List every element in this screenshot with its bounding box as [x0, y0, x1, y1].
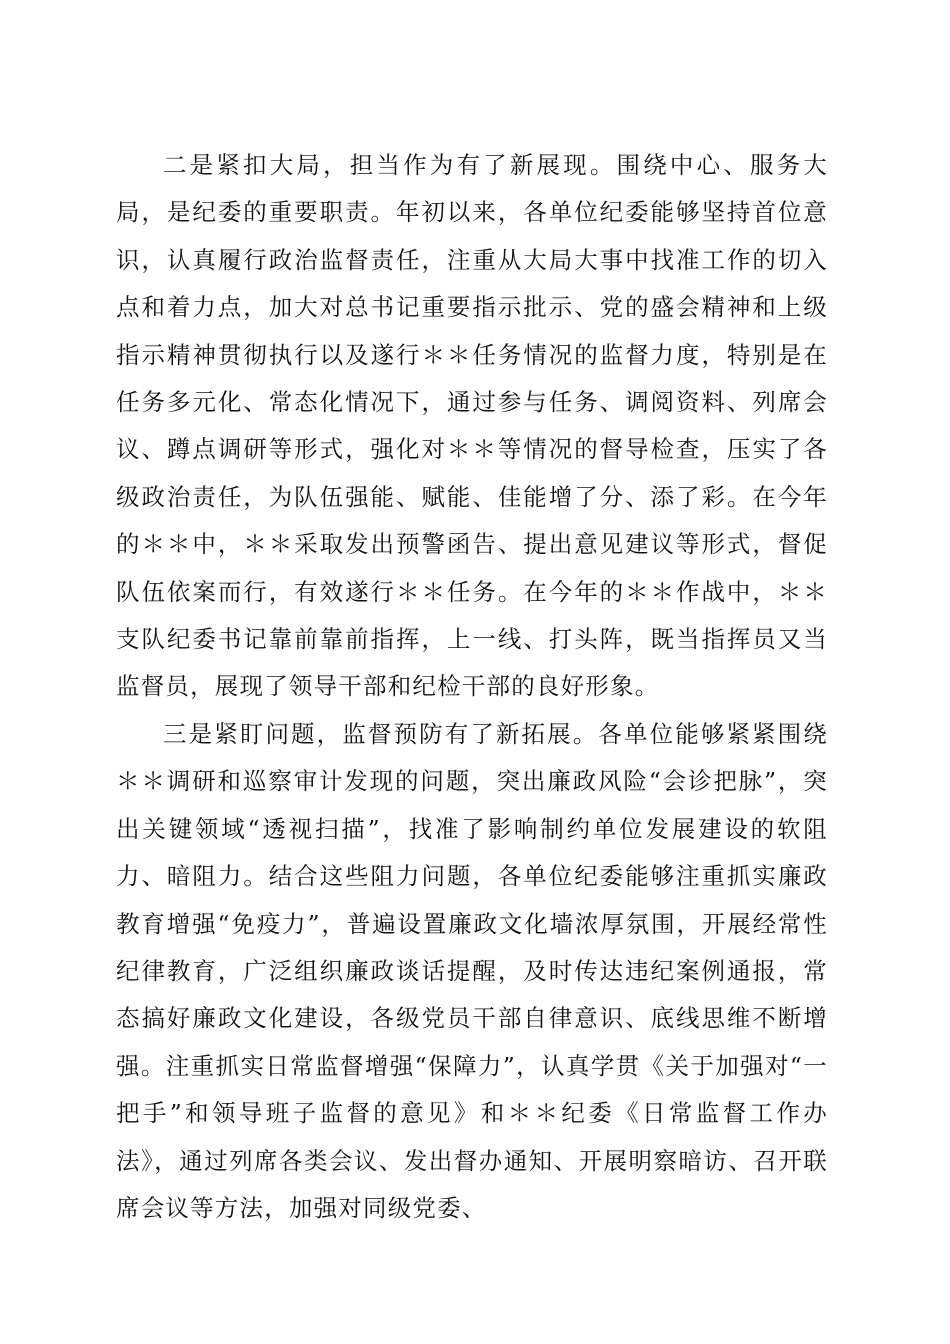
- paragraph-two-lead: 二是紧扣大局，担当作为有了新展现。: [163, 151, 617, 179]
- document-body: [116, 142, 828, 1232]
- paragraph-three-text: 各单位能够紧紧围绕＊＊调研和巡察审计发现的问题，突出廉政风险“会诊把脉”，突出关键领域“透视扫描”，找准了影响制约单位发展建设的软阻力、暗阻力。结合这些阻力问题，各单位纪委能够注重抓实廉政教育增强“免疫力”，普遍设置廉政文化墙浓厚氛围，开展经常性纪律教育，广泛组织廉政谈话提醒，及时传达违纪案例通报，常态搞好廉政文化建设，各级党员干部自律意识、底线思维不断增强。注重抓实日常监督增强“保障力”，认真学贯《关于加强对“一把手”和领导班子监督的意见》和＊＊纪委《日常监督工作办法》，通过列席各类会议、发出督办通知、开展明察暗访、召开联席会议等方法，加强对同级党委、: [116, 719, 828, 1222]
- paragraph-two: [116, 142, 828, 711]
- paragraph-three: [116, 711, 828, 1232]
- paragraph-two-text: 围绕中心、服务大局，是纪委的重要职责。年初以来，各单位纪委能够坚持首位意识，认真履行政治监督责任，注重从大局大事中找准工作的切入点和着力点，加大对总书记重要指示批示、党的盛会精神和上级指示精神贯彻执行以及遂行＊＊任务情况的监督力度，特别是在任务多元化、常态化情况下，通过参与任务、调阅资料、列席会议、蹲点调研等形式，强化对＊＊等情况的督导检查，压实了各级政治责任，为队伍强能、赋能、佳能增了分、添了彩。在今年的＊＊中，＊＊采取发出预警函告、提出意见建议等形式，督促队伍依案而行，有效遂行＊＊任务。在今年的＊＊作战中，＊＊支队纪委书记靠前靠前指挥，上一线、打头阵，既当指挥员又当监督员，展现了领导干部和纪检干部的良好形象。: [116, 151, 828, 701]
- paragraph-three-lead: 三是紧盯问题，监督预防有了新拓展。: [163, 719, 599, 748]
